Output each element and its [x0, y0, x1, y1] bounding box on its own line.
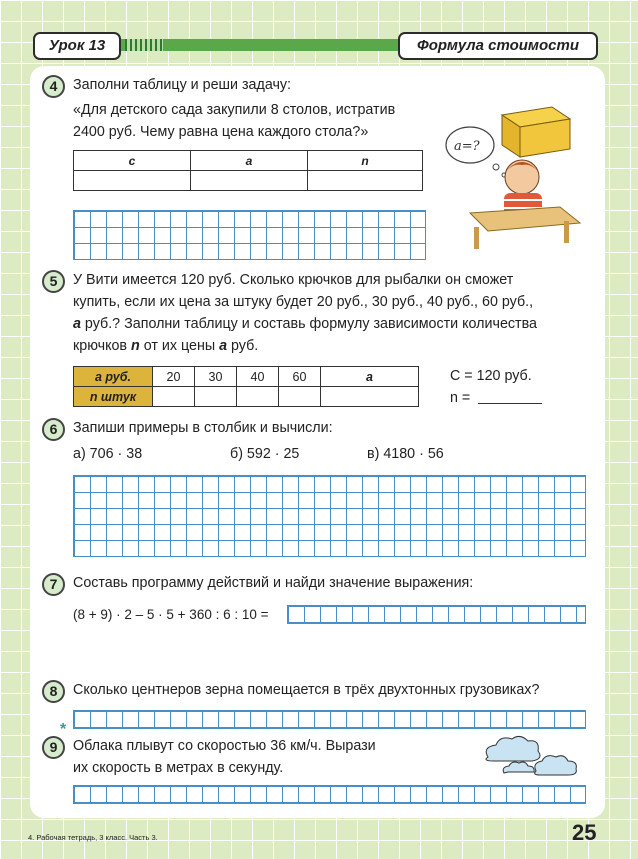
task8-answer-cells[interactable] — [73, 710, 586, 729]
cell-input[interactable] — [308, 171, 423, 191]
star-mark: * — [60, 721, 67, 738]
col-header-n: n — [308, 151, 423, 171]
example-c: в) 4180 · 56 — [367, 446, 444, 462]
task7-answer-cells[interactable] — [287, 605, 586, 624]
task-number-6: 6 — [42, 418, 65, 441]
boy-with-box-illustration — [440, 95, 590, 255]
formula-blank[interactable] — [478, 403, 542, 404]
example-b: б) 592 · 25 — [230, 446, 300, 462]
cell-input[interactable] — [237, 387, 279, 407]
var-a: а — [73, 316, 81, 332]
task-number-4: 4 — [42, 75, 65, 98]
cell-input[interactable] — [191, 171, 308, 191]
task7-expression: (8 + 9) · 2 – 5 · 5 + 360 : 6 : 10 = — [73, 607, 269, 622]
task4-problem-line1: «Для детского сада закупили 8 столов, истратив — [73, 102, 396, 118]
page-number: 25 — [572, 820, 597, 845]
task-number-5: 5 — [42, 270, 65, 293]
col-header-a: а — [191, 151, 308, 171]
header-stripes — [125, 39, 163, 51]
task9-line2: их скорость в метрах в секунду. — [73, 760, 284, 776]
task4-answer-grid[interactable] — [73, 210, 426, 260]
task5-line2: купить, если их цена за штуку будет 20 руб., 30 руб., 40 руб., 60 руб., — [73, 294, 534, 310]
example-a: а) 706 · 38 — [73, 446, 143, 462]
task5-line1: У Вити имеется 120 руб. Сколько крючков для рыбалки он сможет — [73, 272, 514, 288]
col-header-c: с — [74, 151, 191, 171]
row-label-count: n штук — [74, 387, 153, 407]
footer-note: 4. Рабочая тетрадь, 3 класс. Часть 3. — [28, 833, 158, 842]
task-number-9: 9 — [42, 736, 65, 759]
topic-title: Формула стоимости — [398, 32, 598, 60]
task5-line4: крючков n от их цены а руб. — [73, 338, 259, 354]
cell-input[interactable] — [195, 387, 237, 407]
task8-question: Сколько центнеров зерна помещается в трёх двухтонных грузовиках? — [73, 682, 540, 698]
task4-instruction: Заполни таблицу и реши задачу: — [73, 77, 292, 93]
task5-line3: а руб.? Заполни таблицу и составь формулу зависимости количества — [73, 316, 537, 332]
lesson-label: Урок 13 — [33, 32, 121, 60]
task-number-8: 8 — [42, 680, 65, 703]
thought-text: a=? — [454, 139, 480, 154]
task6-answer-grid[interactable] — [73, 475, 586, 557]
task9-answer-cells[interactable] — [73, 785, 586, 804]
task7-instruction: Составь программу действий и найди значение выражения: — [73, 575, 474, 591]
given-c: С = 120 руб. — [450, 368, 532, 384]
clouds-illustration — [480, 735, 590, 781]
cell-input[interactable] — [74, 171, 191, 191]
row-label-price: а руб. — [74, 367, 153, 387]
cell-input[interactable] — [279, 387, 321, 407]
task5-table: а руб. 20 30 40 60 а n штук — [73, 366, 419, 407]
task6-instruction: Запиши примеры в столбик и вычисли: — [73, 420, 333, 436]
formula-n: n = — [450, 390, 471, 406]
cell-input[interactable] — [153, 387, 195, 407]
task-number-7: 7 — [42, 573, 65, 596]
cell-input[interactable] — [321, 387, 419, 407]
task4-table — [73, 150, 423, 191]
task4-problem-line2: 2400 руб. Чему равна цена каждого стола?» — [73, 124, 369, 140]
task9-line1: Облака плывут со скоростью 36 км/ч. Вырази — [73, 738, 376, 754]
